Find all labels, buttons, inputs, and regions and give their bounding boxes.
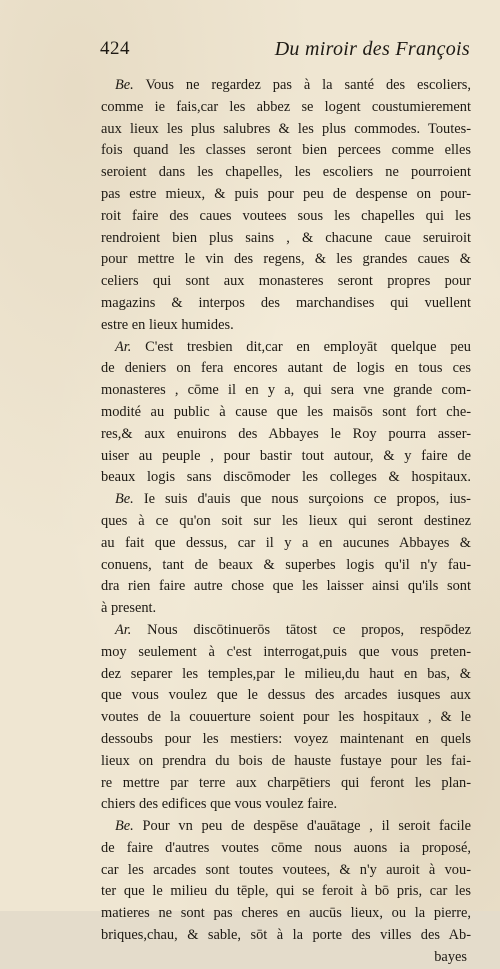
- text-line: [101, 446, 471, 468]
- text-line: [101, 860, 471, 882]
- text-line: [101, 162, 471, 184]
- line-text: estre en lieux humides.: [101, 316, 234, 333]
- line-text: rendroient bien plus sains , & chacune caue seruiroit: [101, 229, 471, 246]
- text-line: [101, 206, 471, 228]
- text-line: [101, 664, 471, 686]
- line-text: re mettre par terre aux charpētiers qui feront les plan-: [101, 774, 471, 791]
- text-line: [101, 337, 471, 359]
- text-line: [101, 838, 471, 860]
- line-text: beaux logis sans discōmoder les colleges & hospitaux.: [101, 469, 471, 486]
- line-text: seroient dans les chapelles, les escoliers ne pourroient: [101, 164, 471, 181]
- page-header: [100, 38, 470, 70]
- line-text: chiers des edifices que vous voulez faire.: [101, 796, 338, 813]
- line-text: res,& aux enuirons des Abbayes le Roy pourra asser-: [101, 425, 471, 442]
- speaker-label: Ar.: [115, 621, 132, 638]
- text-line: [101, 816, 471, 838]
- line-text: pas estre mieux, & puis pour peu de despense on pour-: [101, 185, 471, 202]
- text-line: [101, 794, 471, 816]
- speaker-label: Be.: [115, 491, 134, 508]
- line-text: monasteres , cōme il en y a, qui sera vne grande com-: [101, 382, 471, 399]
- line-text: matieres ne sont pas cheres en aucūs lieux, ou la pierre,: [101, 905, 471, 922]
- line-text: C'est tresbien dit,car en employāt quelque peu: [145, 338, 471, 355]
- line-text: fois quand les classes seront bien percees comme elles: [101, 142, 471, 159]
- text-line: [101, 293, 471, 315]
- speaker-label: Be.: [115, 818, 134, 835]
- text-line: [101, 75, 471, 97]
- text-line: [101, 467, 471, 489]
- line-text: dessoubs pour les mestiers: voyez maintenant en quels: [101, 730, 471, 747]
- text-line: [101, 511, 471, 533]
- line-text: roit faire des caues voutees sous les chapelles qui les: [101, 207, 471, 224]
- line-text: uiser au peuple , pour bastir tout autour, & y faire de: [101, 447, 471, 464]
- text-line: [101, 903, 471, 925]
- text-block: [101, 75, 471, 969]
- line-text: aux lieux les plus salubres & les plus commodes. Toutes-: [101, 120, 471, 137]
- text-line: [101, 228, 471, 250]
- text-line: [101, 555, 471, 577]
- line-text: briques,chau, & sable, sōt à la porte des villes des Ab-: [101, 927, 471, 944]
- text-line: [101, 533, 471, 555]
- line-text: pour mettre le vin des regens, & les grandes caues &: [101, 251, 471, 268]
- line-text: Vous ne regardez pas à la santé des escoliers,: [145, 77, 471, 93]
- line-text: ques à ce qu'on soit sur les lieux qui seront destinez: [101, 512, 471, 529]
- line-text: conuens, tant de beaux & superbes logis qu'il n'y fau-: [101, 556, 471, 573]
- text-line: [101, 773, 471, 795]
- running-title: Du miroir des François: [274, 38, 470, 60]
- text-line: [101, 119, 471, 141]
- speaker-label: Ar.: [115, 338, 132, 355]
- line-text: dez separer les temples,par le milieu,du haut en bas, &: [101, 665, 471, 682]
- text-line: [101, 729, 471, 751]
- line-text: moy seulement à c'est interrogat,puis que vous preten-: [101, 643, 471, 660]
- line-text: Nous discōtinuerōs tātost ce propos, respōdez: [147, 621, 471, 638]
- catchword: bayes: [434, 948, 467, 965]
- line-text: ter que le milieu du tēple, qui se feroit à bō pris, car les: [101, 883, 471, 900]
- text-line: [101, 249, 471, 271]
- line-text: de deniers on fera encores autant de logis en tous ces: [101, 360, 471, 377]
- line-text: à present.: [101, 600, 157, 617]
- text-line: [101, 380, 471, 402]
- page-number: 424: [100, 38, 130, 59]
- text-line: [101, 576, 471, 598]
- line-text: car les arcades sont toutes voutees, & n'y auroit à vou-: [101, 861, 471, 878]
- text-line: [101, 358, 471, 380]
- text-line: [101, 598, 471, 620]
- text-line: [101, 184, 471, 206]
- text-line: [101, 424, 471, 446]
- text-line: [101, 489, 471, 511]
- line-text: dra rien faire autre chose que les laisser ainsi qu'ils sont: [101, 578, 471, 595]
- text-line: [101, 925, 471, 947]
- line-text: Pour vn peu de despēse d'auātage , il seroit facile: [142, 818, 471, 835]
- line-text: comme ie fais,car les abbez se logent coustumierement: [101, 98, 471, 115]
- line-text: lieux on prendra du bois de hauste fustaye pour les fai-: [101, 752, 471, 769]
- text-line: [101, 315, 471, 337]
- text-line: [101, 402, 471, 424]
- text-line: [101, 97, 471, 119]
- text-line: [101, 751, 471, 773]
- line-text: de faire d'autres voutes cōme nous auons ia proposé,: [101, 839, 471, 856]
- line-text: que vous voulez que le dessus des arcades iusques aux: [101, 687, 471, 704]
- line-text: voutes de la couuerture soient pour les hospitaux , & le: [101, 709, 471, 726]
- text-line: [101, 140, 471, 162]
- text-line: [101, 271, 471, 293]
- text-line: [101, 881, 471, 903]
- text-line: [101, 620, 471, 642]
- text-line: [101, 642, 471, 664]
- line-text: magazins & interpos des marchandises qui vuellent: [101, 294, 471, 311]
- line-text: celiers qui sont aux monasteres seront propres pour: [101, 273, 471, 290]
- speaker-label: Be.: [115, 77, 134, 93]
- text-line: [101, 707, 471, 729]
- line-text: modité au public à cause que les maisōs sont fort che-: [101, 403, 471, 420]
- line-text: Ie suis d'auis que nous surçoions ce propos, ius-: [143, 491, 471, 508]
- text-line: [101, 685, 471, 707]
- line-text: au fait que dessus, car il y a en aucunes Abbayes &: [101, 534, 471, 551]
